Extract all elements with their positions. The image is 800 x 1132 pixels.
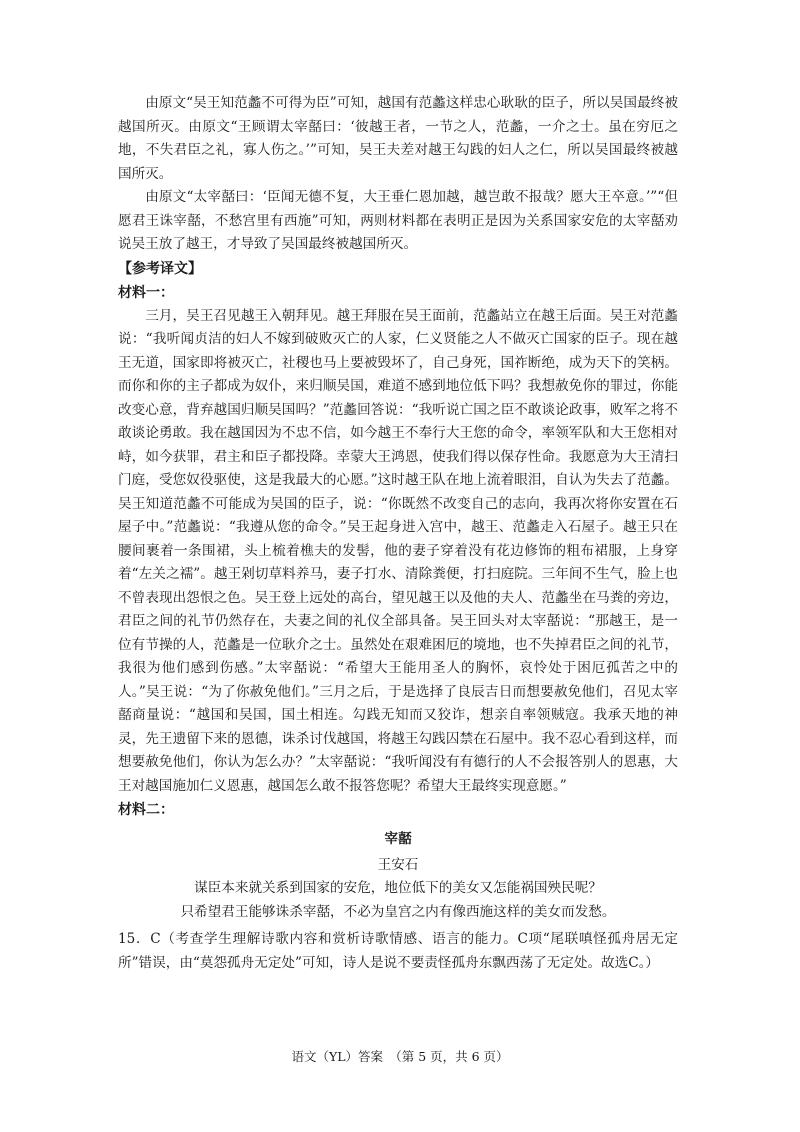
material-1-heading: 材料一： (118, 284, 174, 301)
poem-line-1: 谋臣本来就关系到国家的安危，地位低下的美女又怎能祸国殃民呢？ (194, 880, 602, 896)
poem-line-2: 只希望君王能够诛杀宰嚭，不必为皇宫之内有像西施这样的美女而发愁。 (180, 903, 616, 920)
material-1-translation: 三月，吴王召见越王入朝拜见。越王拜服在吴王面前，范蠡站立在越王后面。吴王对范蠡说：“我听闻贞洁的妇人不嫁到破败灭亡的人家，仁义贤能之人不做灭亡国家的臣子。现在越王无道，国家即将被灭亡，社稷也马上要被毁坏了，自己身死，国祚断绝，成为天下的笑柄。而你和你的主子都成为奴仆，来归顺吴国，难道不感到地位低下吗？我想赦免你的罪过，你能改变心意，背弃越国归顺吴国吗？”范蠡回答说：“我听说亡国之臣不敢谈论政事，败军之将不敢谈论勇敢。我在越国因为不忠不信，如今越王不奉行大王您的命令，率领军队和大王您相对峙，如今获罪，君主和臣子都投降。幸蒙大王鸿恩，使我们得以保存性命。我愿意为大王清扫门庭，受您奴役驱使，这是我最大的心愿。”这时越王队在地上流着眼泪，自认为失去了范蠡。吴王知道范蠡不可能成为吴国的臣子，说：“你既然不改变自己的志向，我再次将你安置在石屋子中。”范蠡说：“我遵从您的命令。”吴王起身进入宫中，越王、范蠡走入石屋子。越王只在腰间裹着一条围裙，头上梳着樵夫的发髻，他的妻子穿着没有花边修饰的粗布裙服，上身穿着“左关之襦”。越王剁切草料养马，妻子打水、清除粪便，打扫庭院。三年间不生气，脸上也不曾表现出怨恨之色。吴王登上远处的高台，望见越王以及他的夫人、范蠡坐在马粪的旁边，君臣之间的礼节仍然存在，夫妻之间的礼仪全部具备。吴王回头对太宰嚭说：“那越王，是一位有节操的人，范蠡是一位耿介之士。虽然处在艰难困厄的境地，也不失掉君臣之间的礼节，我很为他们感到伤感。”太宰嚭说：“希望大王能用圣人的胸怀，哀怜处于困厄孤苦之中的人。”吴王说：“为了你赦免他们。”三月之后，于是选择了良辰吉日而想要赦免他们，召见太宰嚭商量说：“越国和吴国，国土相连。勾践无知而又狡诈，想亲自率领贼寇。我承天地的神灵，先王遗留下来的恩德，诛杀讨伐越国，将越王勾践囚禁在石屋中。我不忍心看到这样，而想要赦免他们，你认为怎么办？”太宰嚭说：“我听闻没有有德行的人不会报答别人的恩惠，大王对越国施加仁义恩惠，越国怎么敢不报答您呢？希望大王最终实现意愿。” (118, 307, 678, 794)
analysis-paragraph-1: 由原文“吴王知范蠡不可得为臣”可知，越国有范蠡这样忠心耿耿的臣子，所以吴国最终被越国所灭。由原文“王顾谓太宰嚭曰：‘彼越王者，一节之人，范蠡，一介之士。虽在穷厄之地，不失君臣之礼，寡人伤之。’”可知，吴王夫差对越王勾践的妇人之仁，所以吴国最终被越国所灭。 (118, 95, 678, 182)
poem-author: 王安石 (377, 856, 419, 873)
reference-translation-heading: 【参考译文】 (118, 260, 202, 277)
question-15-answer: 15．C（考查学生理解诗歌内容和赏析诗歌情感、语言的能力。C项“尾联嗔怪孤舟居无定所”错误，由“莫怨孤舟无定处”可知，诗人是说不要责怪孤舟东飘西荡了无定处。故选C。） (118, 931, 678, 971)
poem-title: 宰嚭 (384, 831, 412, 847)
answer-page-content (118, 92, 678, 975)
analysis-paragraph-2: 由原文“太宰嚭曰：‘臣闻无德不复，大王垂仁恩加越，越岂敢不报哉？愿大王卒意。’”“但愿君王诛宰嚭，不愁宫里有西施”可知，两则材料都在表明正是因为关系国家安危的太宰嚭劝说吴王放了越王，才导致了吴国最终被越国所灭。 (118, 189, 678, 252)
material-2-heading: 材料二： (118, 802, 174, 818)
page-footer: 语文（YL）答案 （第 5 页，共 6 页） (291, 1049, 509, 1064)
